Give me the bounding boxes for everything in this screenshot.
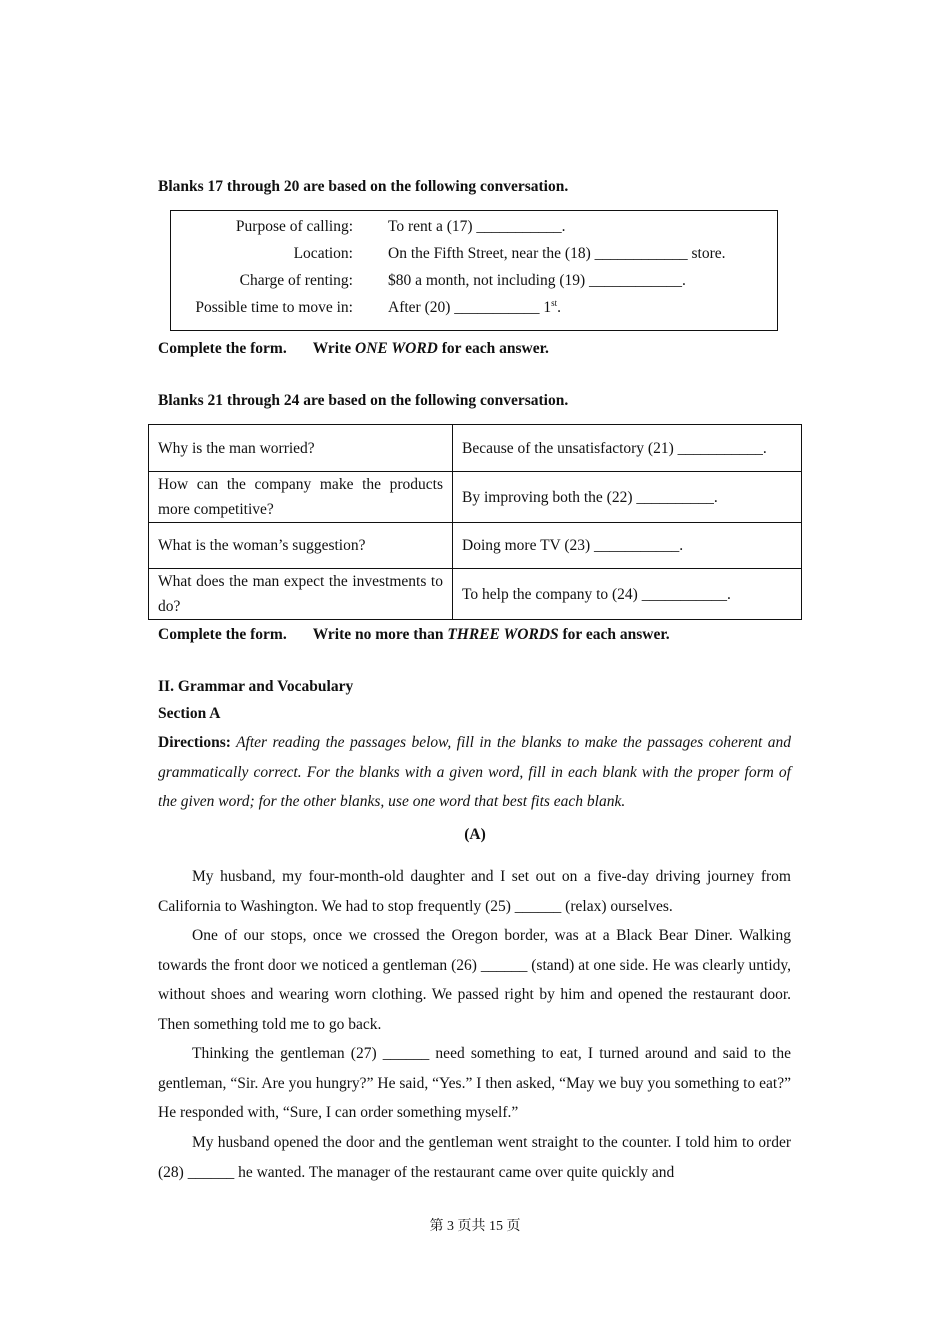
passage-paragraph: Thinking the gentleman (27) ______ need something to eat, I turned around and said to the gentleman, “Sir. Are you hungry?” He said, “Yes.” I then asked, “May we buy you something to eat?” He responded with, “Sure, I can order something myself.” bbox=[158, 1045, 791, 1121]
question-cell: How can the company make the products more competitive? bbox=[149, 472, 453, 523]
answer-cell: Doing more TV (23) ___________. bbox=[453, 523, 802, 569]
question-cell: What does the man expect the investments to do? bbox=[149, 569, 453, 620]
instruction-post: for each answer. bbox=[558, 626, 670, 643]
answer-cell: Because of the unsatisfactory (21) ___________. bbox=[453, 425, 802, 472]
form-value-text: After (20) ___________ 1 bbox=[388, 299, 552, 316]
directions-text: After reading the passages below, fill in the blanks to make the passages coherent and grammatically correct. For the blanks with a given word, fill in each blank with the proper form of the given word; for the other blanks, use one word that best fits each blank. bbox=[158, 734, 791, 810]
passage-label: (A) bbox=[464, 826, 486, 843]
instruction-emphasis: ONE WORD bbox=[355, 340, 438, 357]
passage-paragraph: One of our stops, once we crossed the Oregon border, was at a Black Bear Diner. Walking towards the front door we noticed a gentleman (26) ______ (stand) at one side. He was clearly untidy, without shoes and wearing worn clothing. We passed right by him and opened the restaurant door. Then something told me to go back. bbox=[158, 927, 791, 1033]
part-title: II. Grammar and Vocabulary bbox=[158, 678, 354, 695]
form-value: $80 a month, not including (19) ____________. bbox=[388, 272, 686, 289]
answer-cell: To help the company to (24) ___________. bbox=[453, 569, 802, 620]
form-value: On the Fifth Street, near the (18) ____________ store. bbox=[388, 245, 726, 262]
instruction-lead: Complete the form. bbox=[158, 626, 287, 643]
instruction-17-20 bbox=[158, 340, 549, 358]
instruction-21-24 bbox=[158, 626, 670, 644]
form-label: Possible time to move in: bbox=[195, 299, 353, 316]
form-box-17-20 bbox=[170, 210, 778, 331]
form-table-21-24 bbox=[148, 424, 802, 620]
question-cell: Why is the man worried? bbox=[149, 425, 453, 472]
directions bbox=[158, 728, 791, 817]
table-row bbox=[149, 523, 802, 569]
table-row bbox=[149, 569, 802, 620]
form-value bbox=[388, 299, 561, 317]
table-row bbox=[149, 472, 802, 523]
passage-paragraph: My husband opened the door and the gentleman went straight to the counter. I told him to order (28) ______ he wanted. The manager of the restaurant came over quite quickly and bbox=[158, 1134, 791, 1181]
instruction-lead: Complete the form. bbox=[158, 340, 287, 357]
form-label: Location: bbox=[293, 245, 353, 262]
page-number-footer: 第 3 页共 15 页 bbox=[429, 1219, 521, 1234]
section-heading-blanks-17-20: Blanks 17 through 20 are based on the following conversation. bbox=[158, 178, 569, 195]
form-row bbox=[171, 218, 777, 240]
form-row bbox=[171, 272, 777, 294]
table-row bbox=[149, 425, 802, 472]
instruction-pre: Write bbox=[312, 340, 356, 357]
answer-cell: By improving both the (22) __________. bbox=[453, 472, 802, 523]
form-row bbox=[171, 299, 777, 321]
passage-paragraph: My husband, my four-month-old daughter and I set out on a five-day driving journey from California to Washington. We had to stop frequently (25) ______ (relax) ourselves. bbox=[158, 868, 791, 915]
instruction-post: for each answer. bbox=[437, 340, 549, 357]
form-value-tail: . bbox=[557, 299, 562, 316]
ordinal-suffix: st bbox=[551, 297, 558, 308]
instruction-pre: Write no more than bbox=[312, 626, 448, 643]
form-row bbox=[171, 245, 777, 267]
directions-label: Directions: bbox=[158, 734, 231, 751]
section-label: Section A bbox=[158, 705, 221, 722]
section-heading-blanks-21-24: Blanks 21 through 24 are based on the following conversation. bbox=[158, 392, 569, 409]
form-label: Charge of renting: bbox=[239, 272, 353, 289]
instruction-emphasis: THREE WORDS bbox=[447, 626, 559, 643]
form-label: Purpose of calling: bbox=[235, 218, 353, 235]
question-cell: What is the woman’s suggestion? bbox=[149, 523, 453, 569]
form-value: To rent a (17) ___________. bbox=[388, 218, 566, 235]
